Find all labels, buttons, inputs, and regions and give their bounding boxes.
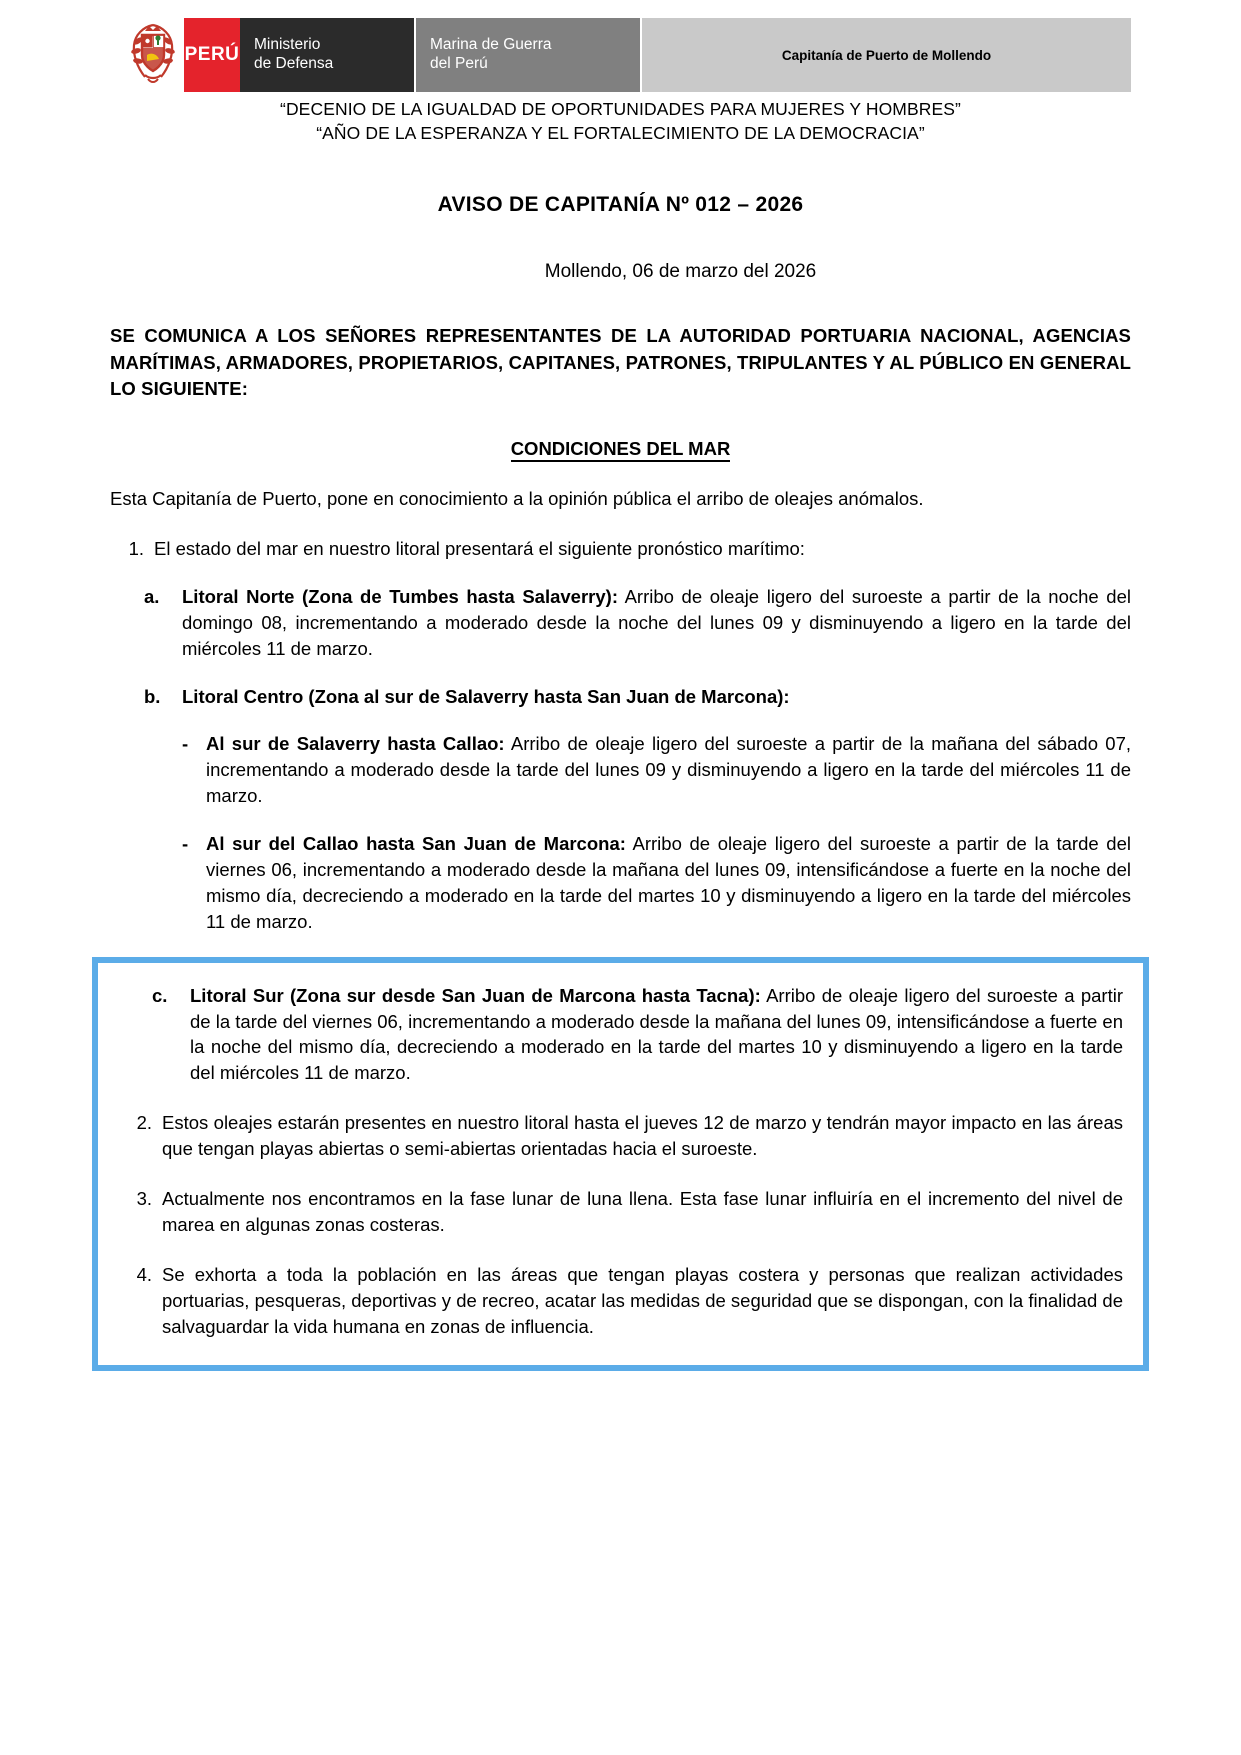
list-item-2 xyxy=(118,1110,1123,1162)
ministry-line-1: Ministerio xyxy=(254,36,321,54)
highlighted-region-box xyxy=(92,957,1149,1372)
list-marker: - xyxy=(182,733,189,755)
ministry-of-defense-block xyxy=(240,18,414,92)
list-marker: 4. xyxy=(136,1263,152,1285)
institutional-header-banner xyxy=(122,18,1131,92)
list-marker: c. xyxy=(152,984,168,1006)
list-item-text: Actualmente nos encontramos en la fase lunar de luna llena. Esta fase lunar influiría en el incremento del nivel de marea en algunas zonas costeras. xyxy=(162,1187,1123,1235)
document-title: AVISO DE CAPITANÍA Nº 012 – 2026 xyxy=(437,193,804,217)
list-item-bold-lead: Litoral Sur (Zona sur desde San Juan de Marcona hasta Tacna): xyxy=(190,984,761,1006)
section-heading-text: CONDICIONES DEL MAR xyxy=(511,438,731,462)
list-item-1 xyxy=(110,536,1131,562)
list-item-text: El estado del mar en nuestro litoral presentará el siguiente pronóstico marítimo: xyxy=(154,537,805,559)
list-item-text xyxy=(182,684,1131,710)
list-item-bold-lead: Litoral Centro (Zona al sur de Salaverry hasta San Juan de Marcona): xyxy=(182,685,790,707)
slogan-line-1: “DECENIO DE LA IGUALDAD DE OPORTUNIDADES PARA MUJERES Y HOMBRES” xyxy=(280,99,961,119)
list-item-text: Se exhorta a toda la población en las áreas que tengan playas costera y personas que realizan actividades portuarias, pesqueras, deportivas y de recreo, acatar las medidas de seguridad que se dispongan, con la finalidad de salvaguardar la vida humana en zonas de influencia. xyxy=(162,1263,1123,1337)
addressees-paragraph: SE COMUNICA A LOS SEÑORES REPRESENTANTES DE LA AUTORIDAD PORTUARIA NACIONAL, AGENCIAS MARÍTIMAS, ARMADORES, PROPIETARIOS, CAPITANES, PATRONES, TRIPULANTES Y AL PÚBLICO EN GENERAL LO SIGUIENTE: xyxy=(110,325,1131,399)
list-item-text xyxy=(182,584,1131,662)
document-date: Mollendo, 06 de marzo del 2026 xyxy=(544,261,817,283)
peru-brand-block xyxy=(184,18,240,92)
list-item-body: Arribo de oleaje ligero del suroeste a partir de la noche del domingo 08, incrementando a moderado desde la noche del lunes 09 y disminuyendo a ligero en la tarde del miércoles 11 de marzo. xyxy=(182,585,1131,659)
list-item-b-sub-1 xyxy=(182,731,1131,809)
port-authority-block xyxy=(642,18,1131,92)
port-authority-label: Capitanía de Puerto de Mollendo xyxy=(781,47,992,63)
navy-line-2: del Perú xyxy=(430,55,488,72)
list-item-text xyxy=(206,831,1131,935)
list-item-bold-lead: Al sur del Callao hasta San Juan de Marcona: xyxy=(206,833,626,855)
list-item-3 xyxy=(118,1186,1123,1238)
list-marker: 3. xyxy=(136,1187,152,1209)
list-marker: - xyxy=(182,833,189,855)
list-item-bold-lead: Litoral Norte (Zona de Tumbes hasta Salaverry): xyxy=(182,585,618,607)
list-item-body: Arribo de oleaje ligero del suroeste a partir de la mañana del sábado 07, incrementando a moderado desde la tarde del lunes 09 y disminuyendo a ligero en la tarde del miércoles 11 de marzo. xyxy=(206,733,1132,807)
list-item-body: Arribo de oleaje ligero del suroeste a partir de la tarde del viernes 06, incrementando a moderado desde la mañana del lunes 09, intensificándose a fuerte en la noche del mismo día, decreciendo a moderado en la tarde del martes 10 y disminuyendo a ligero en la tarde del miércoles 11 de marzo. xyxy=(190,984,1123,1084)
list-item-c xyxy=(152,983,1123,1087)
list-item-a xyxy=(144,584,1131,662)
peru-label: PERÚ xyxy=(184,44,240,65)
list-item-text xyxy=(206,731,1131,809)
list-marker: b. xyxy=(144,685,161,707)
official-slogans xyxy=(110,98,1131,145)
ministry-line-2: de Defensa xyxy=(254,55,334,72)
peru-coat-of-arms-icon xyxy=(122,18,184,92)
navy-block xyxy=(416,18,640,92)
list-item-4 xyxy=(118,1262,1123,1340)
section-heading xyxy=(110,438,1131,460)
navy-line-1: Marina de Guerra xyxy=(430,36,552,54)
list-marker: a. xyxy=(144,585,160,607)
list-marker: 1. xyxy=(128,537,144,559)
intro-paragraph: Esta Capitanía de Puerto, pone en conocimiento a la opinión pública el arribo de oleajes anómalos. xyxy=(110,488,924,510)
list-item-text xyxy=(190,983,1123,1087)
list-item-b xyxy=(144,684,1131,710)
list-marker: 2. xyxy=(136,1112,152,1134)
list-item-body: Arribo de oleaje ligero del suroeste a partir de la tarde del viernes 06, incrementando a moderado desde la mañana del lunes 09, intensificándose a fuerte en la noche del mismo día, decreciendo a moderado en la tarde del martes 10 y disminuyendo a ligero en la tarde del miércoles 11 de marzo. xyxy=(206,833,1131,932)
list-item-bold-lead: Al sur de Salaverry hasta Callao: xyxy=(206,733,505,755)
list-item-b-sub-2 xyxy=(182,831,1131,935)
list-item-text: Estos oleajes estarán presentes en nuestro litoral hasta el jueves 12 de marzo y tendrán mayor impacto en las áreas que tengan playas abiertas o semi-abiertas orientadas hacia el suroeste. xyxy=(162,1112,1123,1160)
slogan-line-2: “AÑO DE LA ESPERANZA Y EL FORTALECIMIENTO DE LA DEMOCRACIA” xyxy=(316,122,925,143)
